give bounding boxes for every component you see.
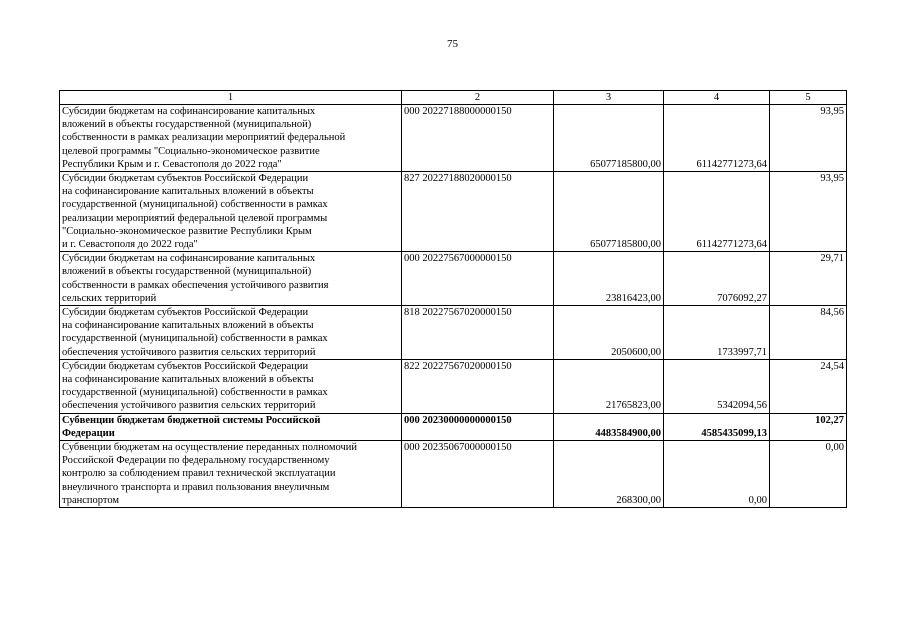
row-name-line: государственной (муниципальной) собственности в рамках (62, 199, 328, 211)
row-plan: 2050600,00 (554, 306, 664, 360)
row-fact: 61142771273,64 (664, 172, 770, 252)
row-name-line: Субсидии бюджетам субъектов Российской Федерации (62, 360, 309, 372)
row-name-line: Федерации (62, 427, 115, 439)
row-name (60, 306, 402, 360)
row-code: 000 20230000000000150 (402, 413, 554, 440)
row-code: 818 20227567020000150 (402, 306, 554, 360)
row-name (60, 172, 402, 252)
column-header-5: 5 (770, 91, 847, 105)
column-header-3: 3 (554, 91, 664, 105)
row-name-line: Республики Крым и г. Севастополя до 2022 года" (62, 158, 282, 170)
row-name-line: государственной (муниципальной) собственности в рамках (62, 387, 328, 399)
row-name-line: сельских территорий (62, 292, 157, 304)
page-number: 75 (447, 38, 458, 50)
column-header-4: 4 (664, 91, 770, 105)
row-percent: 93,95 (770, 105, 847, 172)
row-name-line: контролю за соблюдением правил технической эксплуатации (62, 468, 336, 480)
row-plan: 21765823,00 (554, 359, 664, 413)
row-code: 822 20227567020000150 (402, 359, 554, 413)
row-plan: 65077185800,00 (554, 172, 664, 252)
row-code: 000 20235067000000150 (402, 441, 554, 508)
row-plan: 4483584900,00 (554, 413, 664, 440)
row-percent: 0,00 (770, 441, 847, 508)
row-name-line: целевой программы "Социально-экономическое развитие (62, 145, 320, 157)
row-name-line: реализации мероприятий федеральной целевой программы (62, 212, 328, 224)
row-fact: 4585435099,13 (664, 413, 770, 440)
row-name-line: на софинансирование капитальных вложений в объекты (62, 320, 314, 332)
row-name-line: Субсидии бюджетам на софинансирование капитальных (62, 253, 316, 265)
budget-table (59, 90, 847, 508)
table-row (60, 252, 847, 306)
table-row (60, 413, 847, 440)
row-name-line: собственности в рамках обеспечения устойчивого развития (62, 279, 329, 291)
row-name-line: вложений в объекты государственной (муниципальной) (62, 266, 312, 278)
row-code: 000 20227188000000150 (402, 105, 554, 172)
row-percent: 29,71 (770, 252, 847, 306)
table-body (60, 105, 847, 508)
row-code: 827 20227188020000150 (402, 172, 554, 252)
row-name-line: государственной (муниципальной) собственности в рамках (62, 333, 328, 345)
row-fact: 5342094,56 (664, 359, 770, 413)
row-name-line: вложений в объекты государственной (муниципальной) (62, 119, 312, 131)
row-name-line: Субсидии бюджетам субъектов Российской Федерации (62, 307, 309, 319)
row-code: 000 20227567000000150 (402, 252, 554, 306)
column-header-2: 2 (402, 91, 554, 105)
row-name-line: и г. Севастополя до 2022 года" (62, 239, 198, 251)
row-name-line: обеспечения устойчивого развития сельских территорий (62, 346, 316, 358)
row-name-line: транспортом (62, 494, 120, 506)
row-name (60, 105, 402, 172)
row-name-line: внеуличного транспорта и правил пользования внеуличным (62, 481, 330, 493)
row-name-line: обеспечения устойчивого развития сельских территорий (62, 400, 316, 412)
row-name-line: на софинансирование капитальных вложений в объекты (62, 374, 314, 386)
header-row (60, 91, 847, 105)
row-percent: 84,56 (770, 306, 847, 360)
row-name-line: Субсидии бюджетам на софинансирование капитальных (62, 106, 316, 117)
row-fact: 7076092,27 (664, 252, 770, 306)
row-plan: 268300,00 (554, 441, 664, 508)
column-header-1: 1 (60, 91, 402, 105)
row-name-line: собственности в рамках реализации мероприятий федеральной (62, 132, 346, 144)
row-name (60, 252, 402, 306)
row-fact: 0,00 (664, 441, 770, 508)
row-name-line: Субвенции бюджетам на осуществление переданных полномочий (62, 442, 357, 454)
row-name-line: Российской Федерации по федеральному государственному (62, 455, 330, 467)
table-row (60, 306, 847, 360)
row-plan: 23816423,00 (554, 252, 664, 306)
row-percent: 93,95 (770, 172, 847, 252)
row-plan: 65077185800,00 (554, 105, 664, 172)
row-name (60, 359, 402, 413)
table-row (60, 359, 847, 413)
row-fact: 61142771273,64 (664, 105, 770, 172)
table-row (60, 172, 847, 252)
row-name-line: Субсидии бюджетам субъектов Российской Федерации (62, 173, 309, 185)
row-fact: 1733997,71 (664, 306, 770, 360)
row-percent: 102,27 (770, 413, 847, 440)
row-name-line: Субвенции бюджетам бюджетной системы Российской (62, 414, 321, 426)
row-name-line: на софинансирование капитальных вложений в объекты (62, 186, 314, 198)
table-row (60, 441, 847, 508)
table-row (60, 105, 847, 172)
row-name (60, 413, 402, 440)
row-name (60, 441, 402, 508)
row-name-line: "Социально-экономическое развитие Республики Крым (62, 225, 312, 237)
row-percent: 24,54 (770, 359, 847, 413)
